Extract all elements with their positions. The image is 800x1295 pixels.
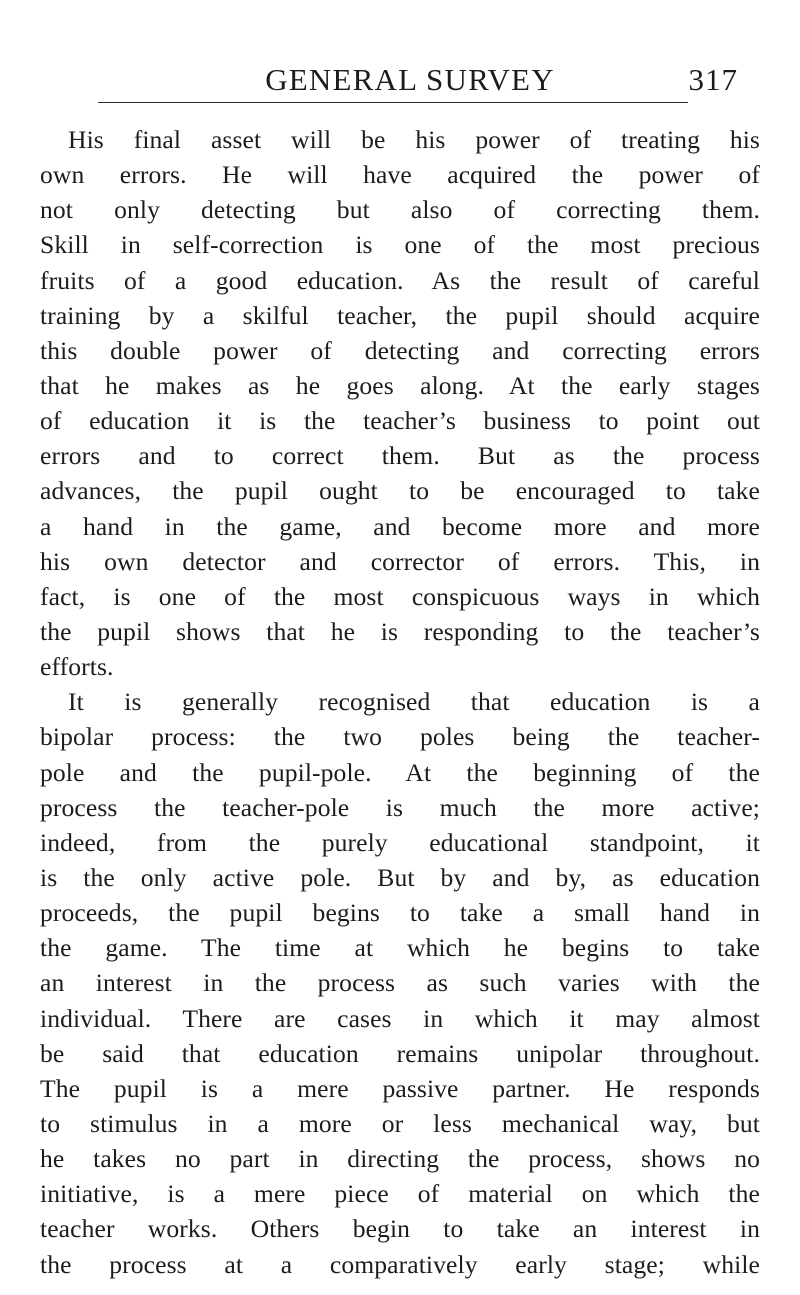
text-line: the game. The time at which he begins to take <box>40 933 760 963</box>
text-line: own errors. He will have acquired the power of <box>40 160 760 190</box>
text-line: advances, the pupil ought to be encouraged to take <box>40 476 760 506</box>
text-line: process the teacher-pole is much the more active; <box>40 792 760 822</box>
running-head <box>40 62 760 106</box>
body-text <box>40 122 760 1282</box>
text-line: be said that education remains unipolar throughout. <box>40 1038 760 1068</box>
text-line: to stimulus in a more or less mechanical way, but <box>40 1108 760 1138</box>
running-title: GENERAL SURVEY <box>265 62 555 97</box>
text-line: an interest in the process as such varies with the <box>40 968 760 998</box>
text-line: the process at a comparatively early stage; while <box>40 1249 760 1279</box>
text-line: pole and the pupil-pole. At the beginning of the <box>40 757 760 787</box>
header-rule <box>98 102 688 103</box>
text-line: the pupil shows that he is responding to the teacher’s <box>40 616 760 646</box>
text-line: fact, is one of the most conspicuous ways in which <box>40 581 760 611</box>
text-line: It is generally recognised that education is a <box>68 687 760 717</box>
text-line: initiative, is a mere piece of material on which the <box>40 1179 760 1209</box>
text-line: this double power of detecting and correcting errors <box>40 335 760 365</box>
text-line: teacher works. Others begin to take an interest in <box>40 1214 760 1244</box>
text-line: bipolar process: the two poles being the teacher- <box>40 722 760 752</box>
text-line: he takes no part in directing the process, shows no <box>40 1144 760 1174</box>
text-line: Skill in self-correction is one of the most precious <box>40 230 760 260</box>
text-line: of education it is the teacher’s business to point out <box>40 406 760 436</box>
text-line: The pupil is a mere passive partner. He responds <box>40 1073 760 1103</box>
text-line: indeed, from the purely educational standpoint, it <box>40 827 760 857</box>
text-line: efforts. <box>40 652 114 682</box>
text-line: his own detector and corrector of errors. This, in <box>40 546 760 576</box>
text-line: is the only active pole. But by and by, as education <box>40 862 760 892</box>
text-line: a hand in the game, and become more and more <box>40 511 760 541</box>
text-line: individual. There are cases in which it may almost <box>40 1003 760 1033</box>
text-line: errors and to correct them. But as the process <box>40 441 760 471</box>
text-line: proceeds, the pupil begins to take a small hand in <box>40 898 760 928</box>
text-line: training by a skilful teacher, the pupil should acquire <box>40 300 760 330</box>
text-line: His final asset will be his power of treating his <box>68 125 760 154</box>
page-number: 317 <box>688 62 738 97</box>
text-line: that he makes as he goes along. At the early stages <box>40 370 760 400</box>
text-line: not only detecting but also of correcting them. <box>40 195 760 225</box>
text-line: fruits of a good education. As the result of careful <box>40 265 760 295</box>
